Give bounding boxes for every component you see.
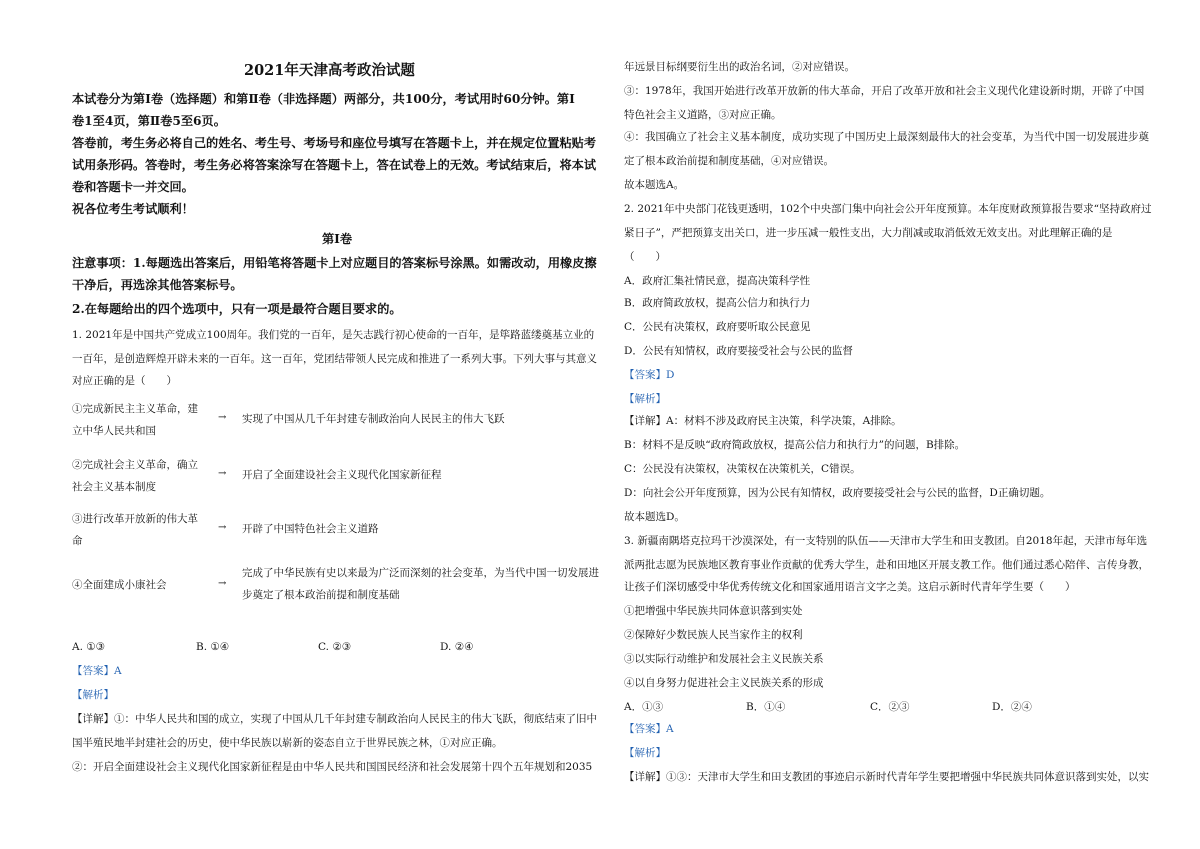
question-2-line: 2. 2021年中央部门花钱更透明，102个中央部门集中向社会公开年度预算。本年度财政预算报告要求“坚持政府过 [624,203,1152,215]
option-a: A. ①③ [72,641,106,653]
q3-item: ③以实际行动维护和发展社会主义民族关系 [624,653,824,665]
q2-option: D．公民有知情权，政府要接受社会与公民的监督 [624,345,853,357]
table-event: 社会主义基本制度 [72,481,156,493]
section-title: 第Ⅰ卷 [322,232,353,246]
q3-item: ④以自身努力促进社会主义民族关系的形成 [624,677,824,689]
answer-label: 【答案】D [624,369,675,381]
intro-line: 卷和答题卡一并交回。 [72,180,194,194]
analysis-label: 【解析】 [624,747,666,759]
table-event: ②完成社会主义革命，确立 [72,459,198,471]
table-meaning: 实现了中国从几千年封建专制政治向人民民主的伟大飞跃 [242,413,505,425]
note-line: 2.在每题给出的四个选项中，只有一项是最符合题目要求的。 [72,302,402,316]
question-2-line: 紧日子”，严把预算支出关口，进一步压减一般性支出，大力削减或取消低效无效支出。对此理解正确的是 [624,227,1113,239]
question-3-line: 3. 新疆南隅塔克拉玛干沙漠深处，有一支特别的队伍——天津市大学生和田支教团。自2018年起，天津市每年选 [624,535,1148,547]
option-d: D. ②④ [440,641,474,653]
text-line: 故本题选A。 [624,179,685,191]
text-line: 定了根本政治前提和制度基础，④对应错误。 [624,155,834,167]
note-line: 注意事项：1.每题选出答案后，用铅笔将答题卡上对应题目的答案标号涂黑。如需改动，用橡皮擦 [72,256,597,270]
detail-line: C：公民没有决策权，决策权在决策机关，C错误。 [624,463,861,475]
page-title: 2021年天津高考政治试题 [244,62,415,79]
q3-option-a: A．①③ [624,701,664,713]
answer-label: 【答案】A [624,723,674,735]
table-event: ④全面建成小康社会 [72,579,167,591]
intro-line: 本试卷分为第Ⅰ卷（选择题）和第Ⅱ卷（非选择题）两部分，共100分，考试用时60分钟。第Ⅰ [72,92,575,106]
text-line: 年远景目标纲要衍生出的政治名词，②对应错误。 [624,61,855,73]
intro-line: 试用条形码。答卷时，考生务必将答案涂写在答题卡上，答在试卷上的无效。考试结束后，将本试 [72,158,597,172]
q3-option-b: B．①④ [746,701,786,713]
question-2-line: （ ） [624,251,666,263]
arrow-icon: → [218,468,227,479]
intro-line: 答卷前，考生务必将自己的姓名、考生号、考场号和座位号填写在答题卡上，并在规定位置粘贴考 [72,136,597,150]
detail-line: 【详解】①：中华人民共和国的成立，实现了中国从几千年封建专制政治向人民民主的伟大飞跃，彻底结束了旧中 [72,713,597,725]
detail-line: D：向社会公开年度预算，因为公民有知情权，政府要接受社会与公民的监督，D正确切题。 [624,487,1051,499]
table-meaning: 步奠定了根本政治前提和制度基础 [242,589,400,601]
analysis-label: 【解析】 [72,689,114,701]
arrow-icon: → [218,412,227,423]
q2-option: B．政府简政放权，提高公信力和执行力 [624,297,811,309]
detail-line: 【详解】A：材料不涉及政府民主决策，科学决策，A排除。 [624,415,902,427]
question-3-line: 让孩子们深切感受中华优秀传统文化和国家通用语言文字之美。这启示新时代青年学生要（ ） [624,581,1076,593]
note-line: 干净后，再选涂其他答案标号。 [72,278,243,292]
table-event: 命 [72,535,83,547]
option-c: C. ②③ [318,641,352,653]
table-meaning: 开辟了中国特色社会主义道路 [242,523,379,535]
q2-option: A．政府汇集社情民意，提高决策科学性 [624,275,811,287]
q2-option: C．公民有决策权，政府要听取公民意见 [624,321,811,333]
arrow-icon: → [218,522,227,533]
q3-option-d: D．②④ [992,701,1032,713]
q3-item: ②保障好少数民族人民当家作主的权利 [624,629,803,641]
table-event: 立中华人民共和国 [72,425,156,437]
q3-item: ①把增强中华民族共同体意识落到实处 [624,605,803,617]
table-meaning: 完成了中华民族有史以来最为广泛而深刻的社会变革，为当代中国一切发展进 [242,567,599,579]
table-meaning: 开启了全面建设社会主义现代化国家新征程 [242,469,442,481]
detail-line: 故本题选D。 [624,511,685,523]
question-1-line: 一百年，是创造辉煌开辟未来的一百年。这一百年，党团结带领人民完成和推进了一系列大事。下列大事与其意义 [72,353,597,365]
analysis-label: 【解析】 [624,393,666,405]
question-3-line: 派两批志愿为民族地区教育事业作贡献的优秀大学生，赴和田地区开展支教工作。他们通过悉心陪伴、言传身教， [624,559,1149,571]
question-1-line: 对应正确的是（ ） [72,375,177,387]
text-line: 特色社会主义道路，③对应正确。 [624,109,782,121]
intro-line: 卷1至4页，第Ⅱ卷5至6页。 [72,114,226,128]
detail-line: B：材料不是反映“政府简政放权，提高公信力和执行力”的问题，B排除。 [624,439,966,451]
table-event: ①完成新民主主义革命，建 [72,403,198,415]
option-b: B. ①④ [196,641,230,653]
text-line: ④：我国确立了社会主义基本制度，成功实现了中国历史上最深刻最伟大的社会变革，为当代中国一切发展进步奠 [624,131,1149,143]
table-event: ③进行改革开放新的伟大革 [72,513,198,525]
detail-line: 国半殖民地半封建社会的历史，使中华民族以崭新的姿态自立于世界民族之林，①对应正确。 [72,737,503,749]
intro-line: 祝各位考生考试顺利！ [72,202,194,216]
text-line: ③：1978年，我国开始进行改革开放新的伟大革命，开启了改革开放和社会主义现代化建设新时期，开辟了中国 [624,85,1145,97]
question-1-line: 1. 2021年是中国共产党成立100周年。我们党的一百年，是矢志践行初心使命的一百年，是筚路蓝缕奠基立业的 [72,329,595,341]
arrow-icon: → [218,578,227,589]
q3-option-c: C．②③ [870,701,910,713]
detail-line: 【详解】①③：天津市大学生和田支教团的事迹启示新时代青年学生要把增强中华民族共同体意识落到实处，以实 [624,771,1149,783]
detail-line: ②：开启全面建设社会主义现代化国家新征程是由中华人民共和国国民经济和社会发展第十四个五年规划和2035 [72,761,593,773]
answer-label: 【答案】A [72,665,122,677]
